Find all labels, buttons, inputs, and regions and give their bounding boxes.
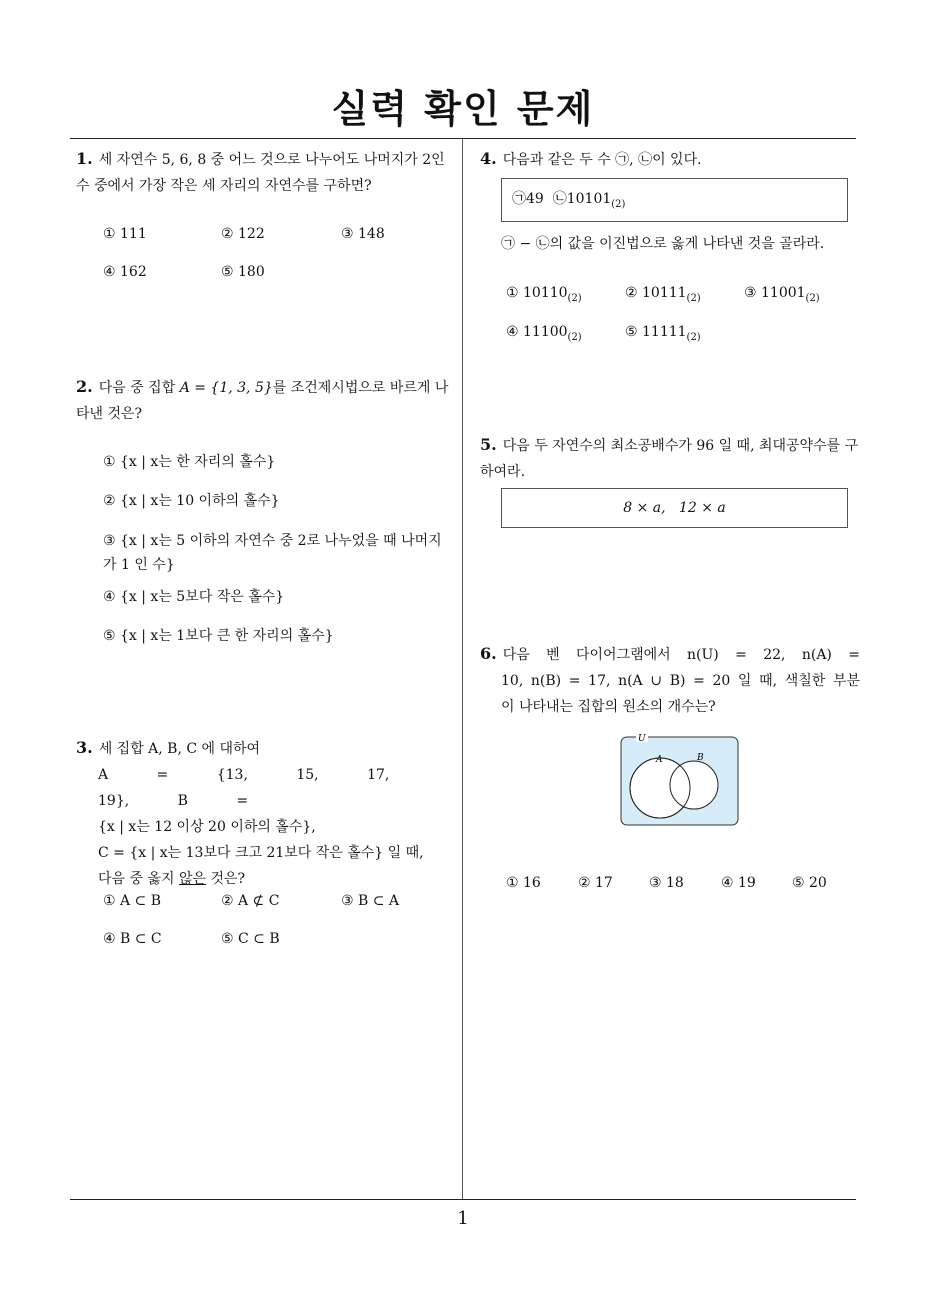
q4-instruction: ㉠ − ㉡의 값을 이진법으로 옳게 나타낸 것을 골라라.: [501, 236, 825, 252]
q3-option-1[interactable]: ① A ⊂ B: [103, 893, 162, 909]
question-stem: 다음과 같은 두 수 ㉠, ㉡이 있다.: [502, 152, 702, 168]
q1-option-5[interactable]: ⑤ 180: [221, 264, 265, 280]
q6-option-1[interactable]: ① 16: [506, 875, 541, 891]
question-number: 2.: [76, 377, 93, 396]
q5-box-text: 8 × a, 12 × a: [623, 500, 726, 516]
q5-given-box: [501, 488, 848, 528]
question-4: [480, 146, 860, 173]
set-b-circle: [670, 761, 718, 809]
q6-line-3: 이 나타내는 집합의 원소의 개수는?: [501, 699, 716, 715]
top-rule: [70, 138, 856, 139]
q6-option-4[interactable]: ④ 19: [721, 875, 756, 891]
q6-option-2[interactable]: ② 17: [578, 875, 613, 891]
question-number: 4.: [480, 149, 497, 168]
q4-option-5[interactable]: ⑤ $11111_{(2)}$: [625, 324, 701, 343]
q2-option-4[interactable]: ④ {x | x는 5보다 작은 홀수}: [103, 589, 285, 605]
q4-option-2[interactable]: ② $10111_{(2)}$: [625, 285, 701, 304]
q3-line-5a: 다음 중 옳지: [98, 871, 179, 887]
q3-option-4[interactable]: ④ B ⊂ C: [103, 931, 162, 947]
q1-option-2[interactable]: ② 122: [221, 226, 265, 242]
question-stem: 다음 두 자연수의 최소공배수가 96 일 때, 최대공약수를 구하여라.: [480, 438, 859, 480]
q3-line-2: A = {13, 15, 17, 19}, B =: [98, 767, 390, 809]
question-number: 1.: [76, 149, 93, 168]
question-number: 5.: [480, 435, 497, 454]
q4-option-3[interactable]: ③ $11001_{(2)}$: [744, 285, 820, 304]
q3-underlined-word: 않은: [178, 871, 207, 887]
q2-option-2[interactable]: ② {x | x는 10 이하의 홀수}: [103, 493, 280, 509]
q4-box-a: ㉠49: [512, 191, 544, 207]
q3-option-5[interactable]: ⑤ C ⊂ B: [221, 931, 280, 947]
q3-line-3: {x | x는 12 이상 20 이하의 홀수},: [98, 819, 316, 835]
q4-option-4[interactable]: ④ $11100_{(2)}$: [506, 324, 582, 343]
set-a-label: A: [656, 755, 663, 765]
q4-box-b: ㉡10101: [552, 191, 612, 207]
question-stem: 세 자연수 5, 6, 8 중 어느 것으로 나누어도 나머지가 2인 수 중에서 가장 작은 세 자리의 자연수를 구하면?: [76, 152, 445, 194]
q2-option-3[interactable]: ③ {x | x는 5 이하의 자연수 중 2로 나누었을 때 나머지가 1 인 수}: [103, 533, 442, 573]
column-divider: [462, 139, 463, 1199]
q1-option-4[interactable]: ④ 162: [103, 264, 147, 280]
q4-option-1[interactable]: ① $10110_{(2)}$: [506, 285, 582, 304]
page-number: 1: [457, 1208, 469, 1229]
question-3: [76, 735, 456, 892]
bottom-rule: [70, 1199, 856, 1200]
universe-label: U: [638, 734, 646, 744]
q3-option-3[interactable]: ③ B ⊂ A: [341, 893, 400, 909]
set-b-label: B: [697, 753, 704, 763]
question-number: 3.: [76, 738, 93, 757]
q3-line-1: 세 집합 A, B, C 에 대하여: [98, 741, 261, 757]
q3-line-4: C = {x | x는 13보다 크고 21보다 작은 홀수} 일 때,: [98, 845, 424, 861]
q3-option-2[interactable]: ② A ⊄ C: [221, 893, 280, 909]
question-6: [480, 641, 860, 720]
q3-line-5b: 것은?: [206, 871, 246, 887]
question-1: [76, 146, 456, 199]
q1-option-3[interactable]: ③ 148: [341, 226, 385, 242]
question-2: [76, 374, 456, 427]
q4-box-sub: (2): [611, 198, 626, 210]
q6-option-5[interactable]: ⑤ 20: [792, 875, 827, 891]
question-number: 6.: [480, 644, 497, 663]
q2-option-1[interactable]: ① {x | x는 한 자리의 홀수}: [103, 454, 276, 470]
venn-diagram: [620, 733, 740, 827]
set-notation: A = {1, 3, 5}: [179, 380, 273, 396]
q1-option-1[interactable]: ① 111: [103, 226, 147, 242]
q6-line-2: 10, n(B) = 17, n(A ∪ B) = 20 일 때, 색칠한 부분: [501, 673, 860, 689]
q2-option-5[interactable]: ⑤ {x | x는 1보다 큰 한 자리의 홀수}: [103, 628, 334, 644]
question-stem-b: 를 조건제시법으로 바르게 나타낸 것은?: [76, 380, 449, 422]
question-stem-a: 다음 중 집합: [98, 380, 180, 396]
question-5: [480, 432, 860, 485]
q6-option-3[interactable]: ③ 18: [649, 875, 684, 891]
page-title: 실력 확인 문제: [331, 87, 595, 131]
q6-line-1: 다음 벤 다이어그램에서 n(U) = 22, n(A) =: [502, 647, 860, 663]
q4-given-box: [501, 178, 848, 222]
